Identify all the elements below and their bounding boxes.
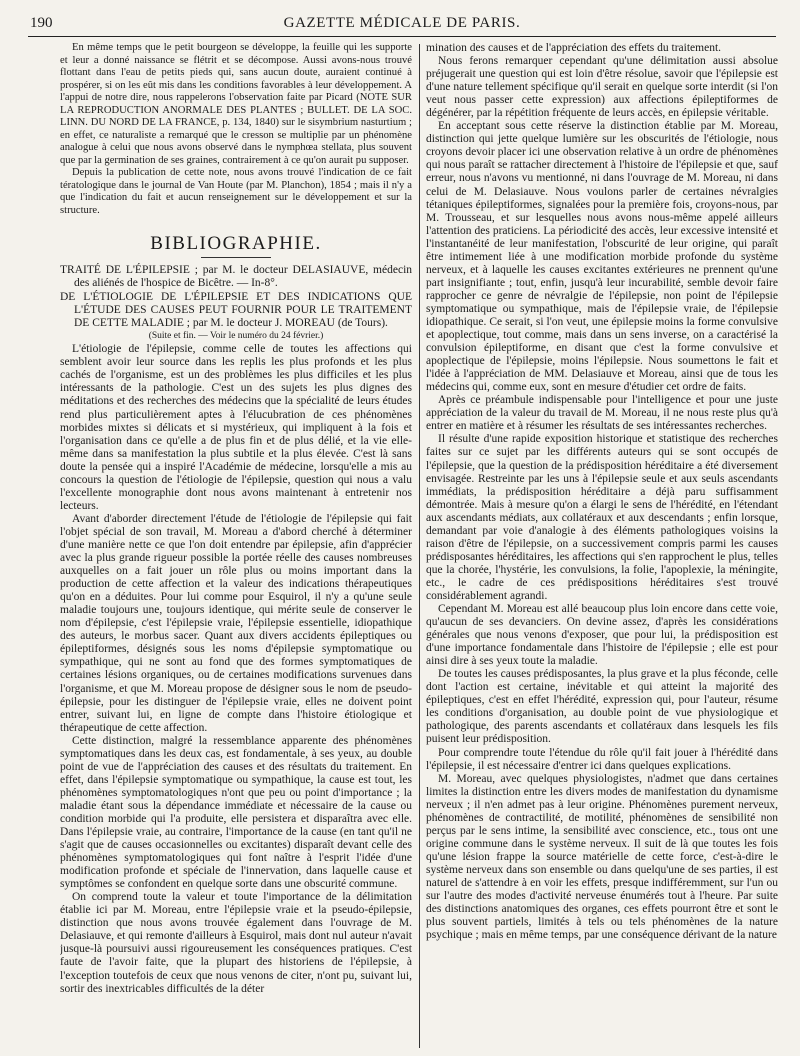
column-divider	[419, 44, 420, 1048]
body-paragraph: Cependant M. Moreau est allé beaucoup plus loin encore dans cette voie, qu'aucun de ses devanciers. On devine assez, d'après les considérations générales que nous venons d'exposer, que pour lui, la prédisposition est d'une importance fondamentale dans l'histoire de l'épilepsie ; elle est pour ainsi dire à ses yeux toute la maladie.	[426, 603, 778, 668]
entry-title: DE L'ÉTIOLOGIE DE L'ÉPILEPSIE ET DES INDICATIONS QUE L'ÉTUDE DES CAUSES PEUT FOURNIR POUR LE TRAITEMENT DE CETTE MALADIE ;	[60, 291, 412, 330]
footnote-paragraph: En même temps que le petit bourgeon se développe, la feuille qui les supporte et leur a donné naissance se flétrit et se décompose. Aussi avons-nous trouvé flottant dans l'eau de petits pieds qui, sans aucun doute, auraient continué à prospérer, si on les eût mis dans les conditions favorables à leur développement. A l'appui de notre dire, nous rappelerons l'observation faite par Picard (NOTE SUR LA REPRODUCTION ANORMALE DES PLANTES ; BULLET. DE LA SOC. LINN. DU NORD DE LA FRANCE, p. 134, 1840) sur le sisymbrium nasturtium ; en effet, ce naturaliste a remarqué que le cresson se multiplie par un phénomène analogue à celui que nous avons observé dans le nymphœa stellata, plus souvent que par la germination de ses graines, contrairement à ce qu'on aurait pu supposer.	[60, 42, 412, 166]
body-paragraph: On comprend toute la valeur et toute l'importance de la délimitation établie ici par M. Moreau, entre l'épilepsie vraie et la pseudo-épilepsie, distinction que nous avons trouvée également dans l'ouvrage de M. Delasiauve, et qui remonte d'ailleurs à Esquirol, mais dont nul auteur n'avait jusque-là poursuivi aussi rigoureusement les conséquences pratiques. C'est faute de l'avoir faite, que la plupart des historiens de l'épilepsie, à l'exception toutefois de ceux que nous venons de citer, n'ont pu, suivant lui, sortir des inextricables difficultés de la déter	[60, 891, 412, 995]
body-paragraph: En acceptant sous cette réserve la distinction établie par M. Moreau, distinction qui jette quelque lumière sur les obscurités de l'étiologie, nous croyons devoir placer ici une observation relative à un ordre de phénomènes qui nous paraît se rattacher directement à l'histoire de l'épilepsie et que, sauf erreur, nous n'avons vu mentionné, ni dans l'ouvrage de M. Moreau, ni dans celui de M. Delasiauve. Nous voulons parler de certaines névralgies tétaniques épileptiformes, signalées pour la première fois, croyons-nous, par M. Trousseau, et sur lesquelles nous avons nous-même appelé ailleurs l'attention des praticiens. La périodicité des accès, leur excessive intensité et l'instantanéité de leur manifestation, l'obscurité de leur origine, qui paraît être intimement liée à une modification morbide profonde du système nerveux, et à laquelle les causes excitantes extérieures ne prennent qu'une part insignifiante ; tout, enfin, jusqu'à leur incurabilité, semble devoir faire rapprocher ce genre de névralgie de l'épilepsie, non point de l'épilepsie symptomatique ou sympathique, mais de l'épilepsie vraie, de l'épilepsie idiopathique. Ce serait, si l'on veut, une épilepsie moins la forme convulsive et apoplectique, tout comme, mais dans un sens inverse, on a caractérisé la convulsion épileptiforme, en disant que c'est la forme convulsive et apoplectique de l'épilepsie, moins l'épilepsie. Nous soumettons le fait et l'idée à l'appréciation de MM. Delasiauve et Moreau, ainsi que de tous les médecins qui, comme eux, sont en mesure d'étudier cet ordre de faits.	[426, 120, 778, 394]
body-paragraph: Avant d'aborder directement l'étude de l'étiologie de l'épilepsie qui fait l'objet spécial de son travail, M. Moreau a d'abord cherché à déterminer d'une manière nette ce que l'on doit entendre par épilepsie, afin d'apprécier avec la plus grande rigueur possible la portée réelle des causes nombreuses auxquelles on a fait jouer un rôle plus ou moins important dans la production de cette affection et la valeur des indications thérapeutiques qu'on en a déduites. Pour lui comme pour Esquirol, il n'y a qu'une seule maladie toujours une, toujours identique, qui mérite seule de conserver le nom d'épilepsie, c'est l'épilepsie vraie, l'épilepsie essentielle, idiopathique des auteurs, le morbus sacer. Quant aux divers accidents épileptiques ou épileptiformes, désignés sous les noms d'épilepsie symptomatique ou sympathique, qui ne sont au fond que des formes symptomatiques de certaines lésions organiques, ou de certaines modifications survenues dans l'organisme, et que M. Moreau propose de désigner sous le nom de pseudo-épilepsie, pour les distinguer de l'épilepsie vraie, elles ne doivent point entrer, suivant lui, en ligne de compte dans l'histoire étiologique et thérapeutique de cette affection.	[60, 512, 412, 734]
bibliography-entry	[60, 264, 412, 290]
continuation-note: (Suite et fin. — Voir le numéro du 24 février.)	[148, 331, 324, 342]
body-paragraph: mination des causes et de l'appréciation des effets du traitement.	[426, 42, 722, 54]
body-paragraph: L'étiologie de l'épilepsie, comme celle de toutes les affections qui semblent avoir leur source dans les replis les plus profonds et les plus cachés de l'organisme, est un des problèmes les plus difficiles et les plus intéressants de la pathologie. C'est un des sujets les plus dignes des méditations et des recherches des médecins que la spécialité de leurs études rend plus particulièrement aptes à l'élucubration de ces phénomènes morbides mixtes si délicats et si mystérieux, qui impliquent à la fois et l'organisation dans ce qu'elle a de plus fin et de plus délié, et la vie elle-même dans sa manifestation la plus subtile et la plus élevée. C'est là sans doute la pensée qui a inspiré l'Académie de médecine, lorsqu'elle a mis au concours la question de l'étiologie de l'épilepsie, question qui nous a valu l'excellente monographie dont nous avons maintenant à entretenir nos lecteurs.	[60, 343, 412, 512]
section-title: BIBLIOGRAPHIE.	[150, 233, 322, 254]
left-column	[60, 42, 412, 1050]
entry-title: TRAITÉ DE L'ÉPILEPSIE ;	[60, 264, 198, 276]
body-paragraph: Après ce préambule indispensable pour l'intelligence et pour une juste appréciation de la valeur du travail de M. Moreau, il ne nous reste plus qu'à entrer en matière et à résumer les résultats de ses intéressantes recherches.	[426, 394, 778, 433]
body-paragraph: Il résulte d'une rapide exposition historique et statistique des recherches faites sur ce sujet par les différents auteurs qui se sont occupés de l'épilepsie, que la question de la prédisposition héréditaire a été diversement envisagée. Restreinte par les uns à l'épilepsie seule et aux seuls ascendants immédiats, la prédisposition héréditaire a déjà paru suffisamment démontrée. Mais à mesure qu'on a élargi le sens de l'hérédité, en l'étendant aux ascendants médiats, aux collatéraux et aux descendants ; enfin lorsque, demandant par voie d'analogie à des éléments pathologiques voisins la raison d'être de l'épilepsie, on a successivement compris parmi les causes prédisposantes héréditaires, les affections qui s'en rapprochent le plus, telles que la chorée, l'hystérie, les convulsions, la folie, l'apoplexie, la méningite, etc., le cadre de ces prédispositions héréditaires s'est trouvé considérablement agrandi.	[426, 433, 778, 602]
title-divider	[201, 257, 271, 258]
entry-author: par M. le docteur DELASIAUVE, médecin des aliénés de l'hospice de Bicêtre. — In-8°.	[74, 264, 412, 290]
right-column	[426, 42, 778, 1050]
page-header	[28, 12, 776, 37]
body-paragraph: De toutes les causes prédisposantes, la plus grave et la plus féconde, celle dont l'action est certaine, inévitable et qui atteint la majorité des épileptiques, c'est en effet l'hérédité, expression qui, pour l'auteur, résume les conditions d'organisation, au double point de vue physiologique et pathologique, des parents ascendants et collatéraux dans lesquels les fils puisent leur prédisposition.	[426, 668, 778, 746]
journal-title: GAZETTE MÉDICALE DE PARIS.	[283, 15, 521, 31]
body-paragraph: Cette distinction, malgré la ressemblance apparente des phénomènes symptomatiques dans les deux cas, est fondamentale, à ses yeux, au double point de vue de l'appréciation des causes et des résultats du traitement. En effet, dans l'épilepsie symptomatique ou sympathique, la cause est tout, les phénomènes symptomatologiques n'ont que peu ou point d'importance ; la maladie étant sous la dépendance immédiate et nécessaire de la cause ou condition morbide qui l'a produite, elle persistera et disparaîtra avec elle. Dans l'épilepsie vraie, au contraire, l'importance de la cause (en tant qu'il ne s'agit que de causes occasionnelles ou excitantes) disparaît devant celle des phénomènes symptomatologiques qui font naître à l'esprit l'idée d'une modification profonde et spéciale de l'innervation, dans laquelle cause et symptômes se confondent en quelque sorte dans une obscurité commune.	[60, 734, 412, 891]
body-paragraph: Pour comprendre toute l'étendue du rôle qu'il fait jouer à l'hérédité dans l'épilepsie, il est nécessaire d'entrer ici dans quelques explications.	[426, 746, 778, 772]
body-paragraph: M. Moreau, avec quelques physiologistes, n'admet que dans certaines limites la distinction entre les divers modes de manifestation du dynamisme nerveux ; il n'en admet pas à leur origine. Phénomènes purement nerveux, phénomènes de contractilité, de motilité, phénomènes de sensibilité non perçus par le sens intime, la sensibilité avec conscience, etc., tous ont une origine commune dans le système nerveux. Il suit de là que toutes les fois qu'une lésion frappe la source matérielle de cette force, c'est-à-dire le système nerveux dans son ensemble ou dans quelqu'une de ses parties, il est naturel de s'attendre à en voir les effets, presque indifféremment, sur l'un ou sur l'autre des modes d'activité nerveuse énumérés tout à l'heure. Par suite des distinctions anatomiques des organes, ces effets pourront être et sont le plus souvent partiels, limités à tels ou tels phénomènes de la nature psychique ; mais en même temps, par une conséquence dérivant de la nature	[426, 772, 778, 942]
body-paragraph: Nous ferons remarquer cependant qu'une délimitation aussi absolue préjugerait une question qui est loin d'être résolue, savoir que l'épilepsie est d'une nature tellement spécifique qu'il serait en quelque sorte interdit (si l'on veut nous passer cette expression) aux affections épileptiformes de dégénérer, par la répétition fréquente de leurs accès, en épilepsie véritable.	[426, 55, 778, 120]
bibliography-entry	[60, 291, 412, 330]
entry-author: par M. le docteur J. MOREAU (de Tours).	[192, 317, 388, 330]
footnote-paragraph: Depuis la publication de cette note, nous avons trouvé l'indication de ce fait tératologique dans le journal de Van Houte (par M. Planchon), 1854 ; mais il n'y a que l'indication du fait et aucun renseignement sur le développement et sur la structure.	[60, 167, 412, 216]
page-number: 190	[30, 15, 53, 31]
